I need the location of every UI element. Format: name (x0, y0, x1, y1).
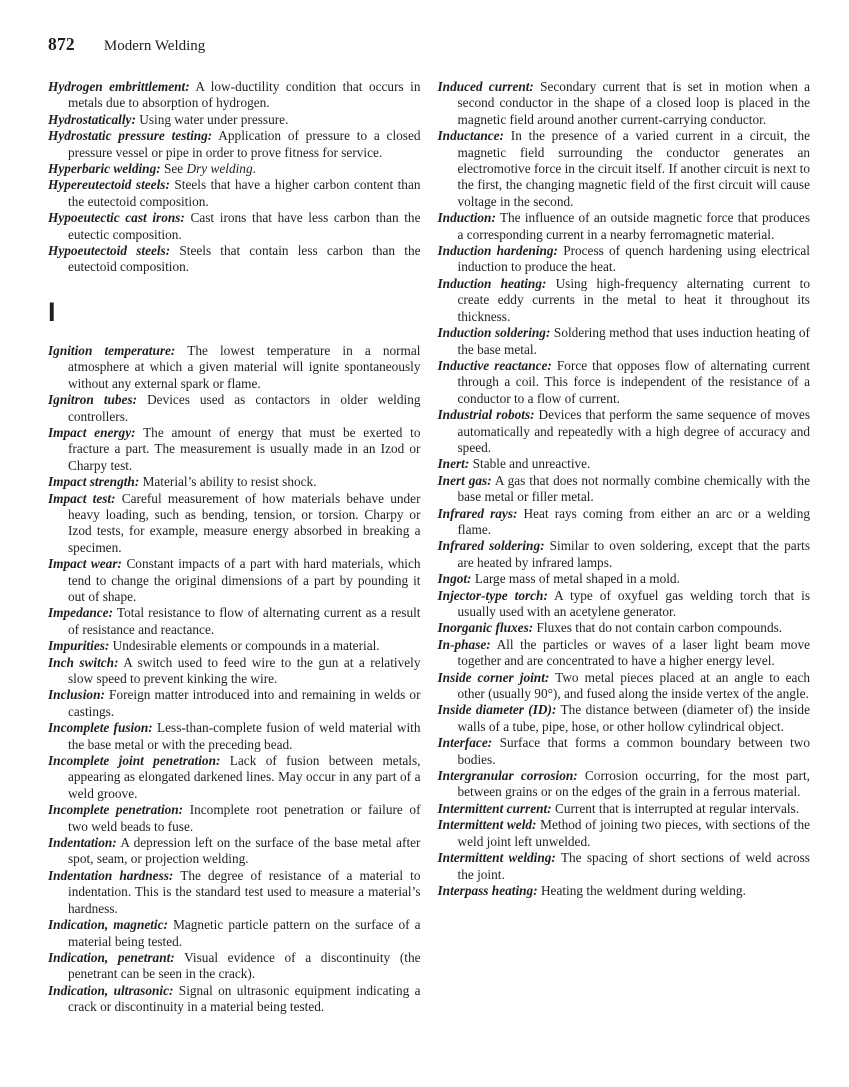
glossary-term: Intermittent welding: (437, 850, 556, 866)
glossary-term: Induction heating: (437, 275, 547, 291)
glossary-term: Induction: (437, 210, 496, 226)
glossary-term: Inch switch: (48, 654, 119, 670)
glossary-entry (438, 538, 811, 571)
glossary-entry (48, 983, 421, 1016)
glossary-term: Intermittent current: (437, 800, 552, 816)
glossary-term: Interpass heating: (437, 882, 538, 898)
glossary-entry (438, 817, 811, 850)
glossary-entry (48, 835, 421, 868)
glossary-entry (48, 210, 421, 243)
glossary-term: Injector-type torch: (437, 587, 548, 603)
glossary-entry (438, 407, 811, 456)
glossary-entry (438, 588, 811, 621)
glossary-entry (48, 556, 421, 605)
glossary-definition: Visual evidence of a discontinuity (the penetrant can be seen in the crack). (68, 949, 421, 982)
glossary-definition: A low-ductility condition that occurs in metals due to absorption of hydrogen. (68, 79, 421, 111)
glossary-entry (48, 753, 421, 802)
glossary-definition: Steels that contain less carbon than the eutectoid composition. (68, 243, 421, 275)
running-head (48, 34, 810, 55)
glossary-term: Incomplete joint penetration: (48, 753, 221, 769)
glossary-term: Inert: (437, 456, 470, 472)
glossary-entry (438, 210, 811, 243)
glossary-term: Industrial robots: (437, 407, 535, 423)
glossary-entry (48, 112, 421, 128)
glossary-term: Hypoeutectoid steels: (48, 243, 171, 259)
glossary-definition: Stable and unreactive. (472, 456, 591, 472)
glossary-definition: Cast irons that have less carbon than the eutectic composition. (68, 210, 421, 242)
glossary-entry (48, 392, 421, 425)
glossary-entry (438, 702, 811, 735)
glossary-term: Incomplete penetration: (48, 802, 184, 818)
glossary-definition: All the particles or waves of a laser light beam move together and are concentrated to have a higher energy level. (457, 636, 810, 669)
glossary-term: Hypereutectoid steels: (48, 177, 170, 193)
glossary-definition: Using high-frequency alternating current to create eddy currents in the metal to heat it throughout its thickness. (457, 275, 811, 324)
glossary-entry (438, 620, 811, 636)
glossary-definition: Signal on ultrasonic equipment indicating a crack or discontinuity in a material being tested. (68, 982, 421, 1015)
glossary-definition: Using water under pressure. (139, 111, 289, 127)
glossary-entry (48, 425, 421, 474)
glossary-term: Hyperbaric welding: (48, 161, 161, 177)
glossary-term: Incomplete fusion: (48, 720, 153, 736)
glossary-entry (438, 456, 811, 472)
glossary-entry (438, 670, 811, 703)
glossary-definition: Foreign matter introduced into and remaining in welds or castings. (68, 687, 421, 719)
glossary-term: Intermittent weld: (437, 817, 537, 833)
glossary-term: Induction hardening: (437, 243, 558, 259)
glossary-term: Impurities: (48, 638, 110, 654)
glossary-definition: Material’s ability to resist shock. (142, 474, 317, 490)
glossary-entry (438, 243, 811, 276)
glossary-term: Inclusion: (48, 687, 105, 703)
glossary-entry (48, 243, 421, 276)
glossary-term: Indentation hardness: (48, 867, 174, 883)
two-column-body (48, 79, 810, 1016)
glossary-definition: Total resistance to flow of alternating current as a result of resistance and reactance. (68, 605, 421, 637)
glossary-definition: The amount of energy that must be exerted to fracture a part. The measurement is usually made in an Izod or Charpy test. (68, 424, 421, 473)
glossary-definition: Less-than-complete fusion of weld material with the base metal or with the preceding bead. (68, 720, 421, 752)
glossary-definition: Lack of fusion between metals, appearing as elongated darkened lines. May occur in any part of a weld groove. (68, 753, 421, 801)
glossary-definition: In the presence of a varied current in a circuit, the magnetic field surrounding the conductor generates an electromotive force in the circuit itself. If another circuit is next to the first, the changing magnetic field of the first circuit will cause voltage in the second. (457, 128, 810, 209)
glossary-term: Hypoeutectic cast irons: (48, 210, 185, 226)
glossary-term: Inside diameter (ID): (437, 702, 557, 718)
glossary-definition: Soldering method that uses induction heating of the base metal. (457, 325, 810, 357)
glossary-entry (438, 801, 811, 817)
glossary-term: Indentation: (48, 835, 117, 851)
glossary-entry (48, 687, 421, 720)
glossary-entry (438, 79, 811, 128)
glossary-entry (438, 128, 811, 210)
glossary-entry (438, 325, 811, 358)
glossary-term: Inductance: (437, 128, 504, 144)
glossary-definition: Two metal pieces placed at an angle to each other (usually 90°), and fused along the inside vertex of the angle. (457, 669, 810, 702)
glossary-entry (438, 358, 811, 407)
glossary-entry (48, 79, 421, 112)
glossary-term: Impact strength: (48, 474, 140, 490)
glossary-entry (48, 720, 421, 753)
page-number: 872 (48, 34, 75, 54)
glossary-term: Infrared soldering: (437, 538, 545, 554)
glossary-entry (438, 473, 811, 506)
glossary-definition: A depression left on the surface of the base metal after spot, seam, or projection welding. (68, 835, 421, 867)
glossary-entry (48, 655, 421, 688)
glossary-definition: Heating the weldment during welding. (540, 882, 746, 898)
glossary-entry (48, 343, 421, 392)
glossary-definition: Current that is interrupted at regular intervals. (554, 800, 800, 816)
glossary-entry (438, 506, 811, 539)
glossary-definition: The influence of an outside magnetic force that produces a corresponding current in a nearby ferromagnetic material. (457, 210, 810, 242)
left-column (48, 79, 421, 1016)
glossary-definition: Devices that perform the same sequence of moves automatically and repeatedly with a high degree of accuracy and speed. (457, 407, 810, 455)
cross-reference: Dry welding (186, 161, 253, 177)
glossary-entry (438, 883, 811, 899)
glossary-term: Induction soldering: (437, 325, 551, 341)
glossary-entry (48, 474, 421, 490)
glossary-definition: Magnetic particle pattern on the surface of a material being tested. (68, 917, 421, 949)
glossary-term: Indication, magnetic: (48, 917, 168, 933)
glossary-definition: The spacing of short sections of weld across the joint. (457, 850, 810, 882)
glossary-definition: A type of oxyfuel gas welding torch that is usually used with an acetylene generator. (457, 587, 810, 619)
glossary-entry (438, 768, 811, 801)
glossary-definition: Careful measurement of how materials behave under heavy loading, such as bending, tension, or torsion. Charpy or Izod tests, for example, measure energy absorbed in breaking a specimen. (68, 490, 421, 555)
glossary-term: Inductive reactance: (437, 357, 552, 373)
glossary-entry (48, 638, 421, 654)
glossary-entry (48, 917, 421, 950)
glossary-term: Interface: (437, 735, 493, 751)
glossary-entry (438, 850, 811, 883)
glossary-definition: Undesirable elements or compounds in a material. (112, 638, 380, 654)
glossary-term: Ignitron tubes: (48, 392, 138, 408)
glossary-term: Ignition temperature: (48, 342, 176, 358)
glossary-definition: Steels that have a higher carbon content than the eutectoid composition. (68, 177, 421, 209)
glossary-definition: Method of joining two pieces, with sections of the weld joint left unwelded. (457, 817, 810, 849)
glossary-term: Infrared rays: (437, 505, 518, 521)
glossary-term: Intergranular corrosion: (437, 768, 578, 784)
glossary-term: Indication, penetrant: (48, 949, 175, 965)
glossary-term: Indication, ultrasonic: (48, 982, 174, 998)
glossary-definition: Constant impacts of a part with hard materials, which tend to change the original dimensions of a part by pounding it out of shape. (68, 556, 421, 604)
glossary-term: Inorganic fluxes: (437, 620, 534, 636)
glossary-term: Impact test: (48, 490, 116, 506)
glossary-entry (438, 276, 811, 325)
section-letter-heading: I (48, 296, 56, 327)
glossary-entry (48, 177, 421, 210)
glossary-entry (48, 868, 421, 917)
glossary-definition: The distance between (diameter of) the inside walls of a tube, pipe, hose, or other hollow cylindrical object. (457, 702, 810, 734)
glossary-definition: A switch used to feed wire to the gun at a relatively slow speed to prevent kinking the wire. (68, 654, 421, 686)
right-column (438, 79, 811, 1016)
glossary-definition: The degree of resistance of a material to indentation. This is the standard test used to measure a material’s hardness. (68, 867, 421, 916)
glossary-entry (48, 491, 421, 557)
glossary-term: Impact wear: (48, 556, 122, 572)
glossary-term: Inside corner joint: (437, 669, 550, 685)
glossary-term: Hydrostatic pressure testing: (48, 128, 213, 144)
glossary-term: Impedance: (48, 605, 113, 621)
glossary-definition: The lowest temperature in a normal atmosphere at which a given material will ignite spontaneously without any external spark or flame. (68, 342, 421, 391)
glossary-entry (48, 802, 421, 835)
glossary-term: Induced current: (437, 79, 534, 94)
glossary-definition: See (163, 161, 187, 177)
glossary-definition: Process of quench hardening using electrical induction to produce the heat. (457, 243, 810, 275)
glossary-definition: Corrosion occurring, for the most part, between grains or on the edges of the grain in a ferrous material. (457, 768, 810, 800)
glossary-definition: Similar to oven soldering, except that the parts are heated by infrared lamps. (457, 538, 810, 570)
glossary-entry (438, 637, 811, 670)
glossary-definition: Surface that forms a common boundary between two bodies. (457, 735, 810, 767)
glossary-entry (48, 950, 421, 983)
glossary-entry (48, 605, 421, 638)
glossary-definition: Large mass of metal shaped in a mold. (474, 571, 680, 587)
glossary-definition: Incomplete root penetration or failure of two weld beads to fuse. (68, 802, 421, 834)
glossary-term: Inert gas: (437, 472, 492, 488)
glossary-term: Hydrostatically: (48, 111, 136, 127)
glossary-entry (438, 735, 811, 768)
glossary-definition: Fluxes that do not contain carbon compounds. (536, 620, 783, 636)
glossary-term: Impact energy: (48, 424, 136, 440)
glossary-definition: Application of pressure to a closed pressure vessel or pipe in order to prove fitness for service. (68, 128, 421, 160)
glossary-term: Ingot: (437, 571, 472, 587)
glossary-definition: Secondary current that is set in motion when a second conductor in the shape of a closed loop is placed in the magnetic field around another current-carrying conductor. (457, 79, 810, 127)
glossary-definition: Heat rays coming from either an arc or a welding flame. (457, 505, 810, 537)
glossary-term: In-phase: (437, 636, 491, 652)
glossary-definition: . (252, 161, 256, 177)
glossary-entry (438, 571, 811, 587)
glossary-definition: A gas that does not normally combine chemically with the base metal or filler metal. (457, 472, 810, 505)
glossary-definition: Force that opposes flow of alternating current through a coil. This force is independent of the resistance of a conductor to a flow of current. (457, 357, 810, 406)
glossary-entry (48, 128, 421, 161)
glossary-term: Hydrogen embrittlement: (48, 79, 190, 94)
book-title: Modern Welding (103, 38, 206, 54)
glossary-definition: Devices used as contactors in older welding controllers. (68, 392, 421, 424)
glossary-entry (48, 161, 421, 177)
